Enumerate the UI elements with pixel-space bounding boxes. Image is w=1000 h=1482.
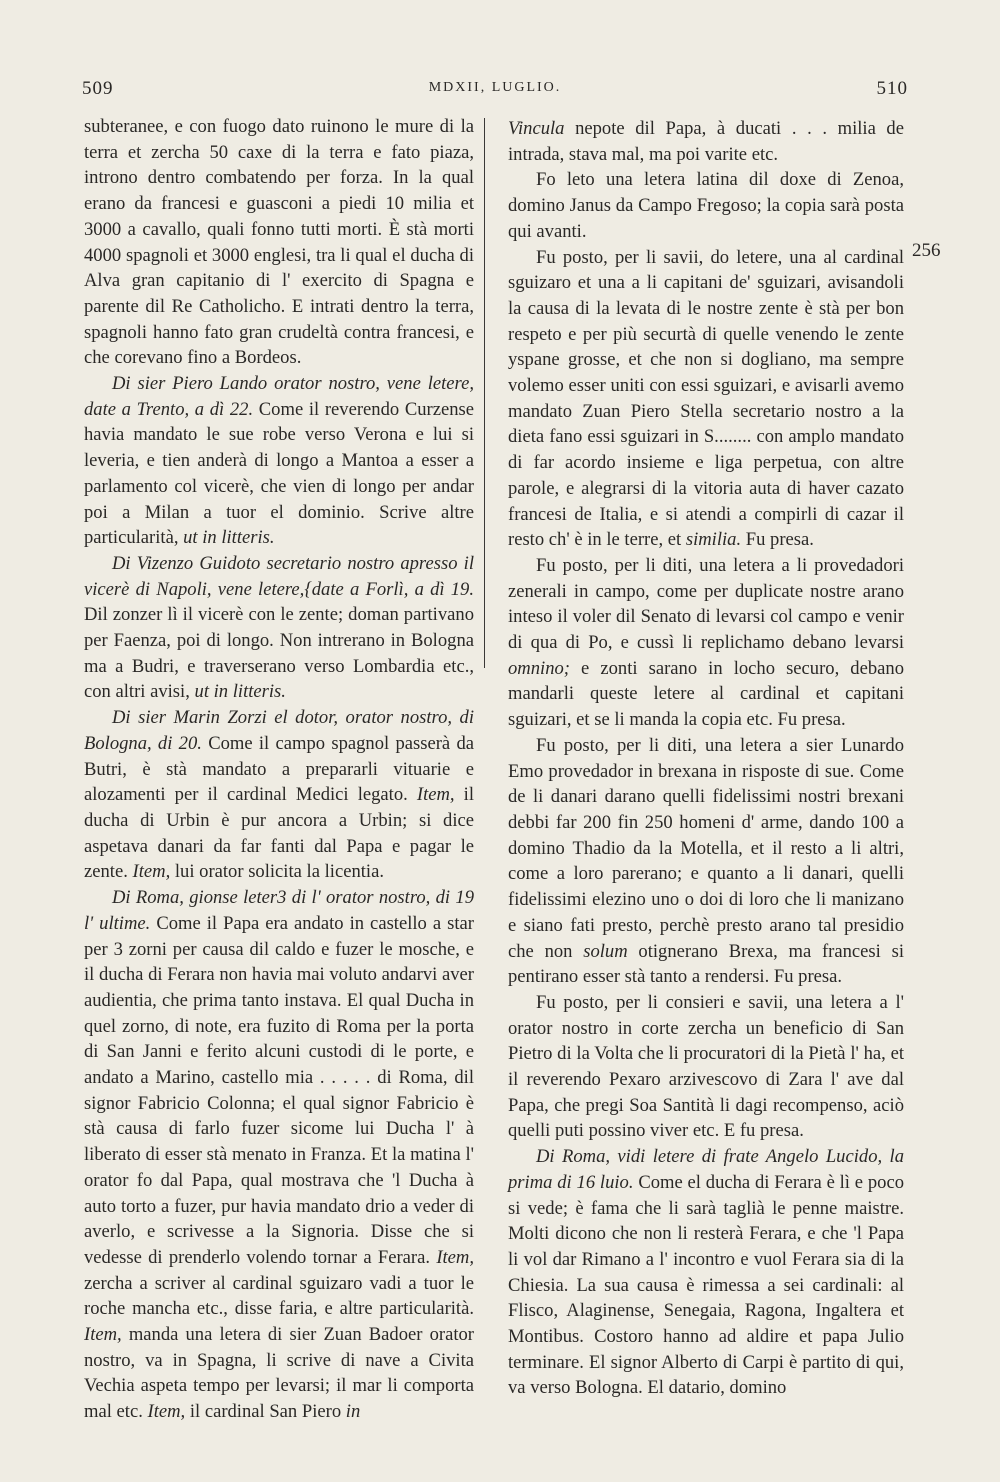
paragraph-text: manda una letera di sier Zuan Badoer orator nostro, va in Spagna, li scrive di nave a Civita Vechia aspeta tempo per levarsi; il mar li comporta mal etc. <box>84 1324 474 1423</box>
paragraph-text: il cardinal San Piero <box>185 1401 346 1423</box>
paragraph-text: Fu posto, per li consieri e savii, una letera a l' orator nostro in corte zercha un beneficio di San Pietro di la Volta che li procuratori di la Pietà l' ha, et il reverendo Pexaro arzivescovo di Zara l' ave dal Papa, che pregi Soa Santità li dagi recompenso, aciò quelli puti possino viver etc. E fu presa. <box>508 991 904 1142</box>
paragraph-text: Fu posto, per li diti, una letera a li provedadori zenerali in campo, come per duplicate nostre arano inteso il voler dil Senato di levarsi col campo e venir di qua di Po, e cussì li replichamo debano levarsi <box>508 554 904 654</box>
paragraph <box>84 114 474 371</box>
running-header <box>82 78 908 108</box>
italic-phrase: Item, <box>416 784 455 806</box>
paragraph <box>508 733 904 990</box>
italic-phrase: similia. <box>685 529 742 551</box>
paragraph-text: nepote dil Papa, à ducati . . . milia de intrada, stava mal, ma poi varite etc. <box>508 118 904 165</box>
letter-heading: Di sier Piero Lando orator nostro, vene letere, date a Trento, a dì 22. <box>84 373 474 420</box>
margin-folio-number: 256 <box>912 240 941 261</box>
paragraph-text: Fu posto, per li diti, una letera a sier Lunardo Emo provedador in brexana in risposte di sue. Come de li danari darano quelli fidelissimi nostri brexani debbi far 200 fin 250 homeni d' arme, dando 100 a domino Thadio da la Motella, et il resto a li altri, come a loro parerano; e quanto a li danari, quelli fidelissimi elezino uno o doi di loro che li manizano e siano fati presto, perchè presto arano tal presidio che non <box>508 734 904 962</box>
italic-phrase: Vincula <box>508 118 565 139</box>
paragraph <box>84 551 474 705</box>
paragraph-text: e zonti sarano in locho securo, debano mandarli queste letere al cardinal et capitani sguizari, et se li manda la copia etc. Fu presa. <box>508 657 904 731</box>
paragraph <box>508 553 904 733</box>
italic-phrase: in <box>345 1401 361 1423</box>
letter-heading: Di Roma, gionse leter3 di l' orator nostro, di 19 l' ultime. <box>84 887 474 934</box>
italic-phrase: Item, <box>436 1246 474 1268</box>
paragraph-text: Come el ducha di Ferara è lì e poco si vede; è fama che li sarà taglià le penne maistre. Molti dicono che non li resterà Ferara, e che 'l Papa li vol dar Rimano a l' incontro e vuol Ferara sia di la Chiesia. La sua causa è rimessa a sei cardinali: al Flisco, Alaginense, Senegaia, Ragona, Ingaltera et Montibus. Costoro hanno ad aldire et papa Julio terminare. El signor Alberto di Carpi è partito di qui, va verso Bologna. El datario, domino <box>508 1171 904 1399</box>
paragraph-text: zercha a scriver al cardinal sguizaro vadi a tuor le roche mancha etc., disse faria, e altre particularità. <box>84 1272 474 1320</box>
italic-phrase: Item, <box>84 1324 122 1346</box>
paragraph-text: il ducha di Urbin è pur ancora a Urbin; si dice aspetava danari da far fanti dal Papa e pagar le zente. <box>84 784 474 883</box>
paragraph <box>84 705 474 885</box>
right-column <box>508 116 904 1401</box>
page-number-left: 509 <box>82 78 114 99</box>
paragraph-text: Come il Papa era andato in castello a star per 3 zorni per causa dil caldo e fuzer le mosche, e il ducha di Ferara non havia mai voluto andarvi aver audientia, che prima tanto instava. El qual Ducha in quel zorno, di note, era fuzito di Roma per la porta di San Janni e ferito alcuni custodi di le porte, e andato a Marino, castello mia . . . . . di Roma, dil signor Fabricio Colonna; el qual signor Fabricio è stà causa di farlo fuzer sicome lui Ducha l' à liberato di esser stà menato in Franza. Et la matina l' orator fo dal Papa, qual mostrava che 'l Ducha à auto torto a fuzer, pur havia mandato drio a veder di averlo, e scrivesse a la Signoria. Disse che si vedesse di prenderlo volendo tornar a Ferara. <box>84 912 474 1268</box>
paragraph-text: Fu presa. <box>741 529 814 551</box>
letter-heading: Di Vizenzo Guidoto secretario nostro apresso il vicerè di Napoli, vene letere,{date a Forlì, a dì 19. <box>84 552 474 600</box>
paragraph <box>84 371 474 551</box>
letter-heading: Di sier Marin Zorzi el dotor, orator nostro, di Bologna, di 20. <box>84 707 474 754</box>
letter-heading: Di Roma, vidi letere di frate Angelo Lucido, la prima di 16 luio. <box>508 1146 904 1193</box>
paragraph <box>508 990 904 1144</box>
paragraph-text: subteranee, e con fuogo dato ruinono le mure di la terra et zercha 50 caxe di la terra e fato piaza, introno dentro combatendo per forza. In la qual erano da francesi e guasconi a piedi 10 milia et 3000 a cavallo, quali fonno tutti morti. È stà morti 4000 spagnoli et 3000 englesi, tra li qual el ducha di Alva gran capitanio di l' exercito di Spagna e parente dil Re Catholicho. E intrati dentro la terra, spagnoli hanno fato gran crudeltà contra francesi, e che corevano fino a Bordeos. <box>84 116 474 369</box>
italic-phrase: omnino; <box>508 657 570 679</box>
paragraph-text: Come il reverendo Curzense havia mandato le sue robe verso Verona e lui si leveria, e tien anderà di longo a Mantoa a esser a parlamento col vicerè, che vien di longo per andar poi a Milan a tuor el dominio. Scrive altre particularità, <box>84 398 475 549</box>
paragraph-text: Dil zonzer lì il vicerè con le zente; doman partivano per Faenza, poi di longo. Non intrerano in Bologna ma a Budri, e traverserano verso Lombardia etc., con altri avisi, <box>84 604 474 703</box>
italic-phrase: ut in litteris. <box>194 681 286 703</box>
page-number-right: 510 <box>876 78 908 99</box>
left-column <box>84 114 474 1425</box>
paragraph <box>84 885 474 1425</box>
paragraph <box>508 116 904 167</box>
paragraph-text: Fo leto una letera latina dil doxe di Zenoa, domino Janus da Campo Fregoso; la copia sarà posta qui avanti. <box>508 169 904 242</box>
paragraph-text: otignerano Brexa, ma francesi si pentirano esser stà tanto a rendersi. Fu presa. <box>508 940 904 988</box>
column-divider <box>484 118 485 668</box>
italic-phrase: solum <box>583 940 628 962</box>
running-title: MDXII, LUGLIO. <box>428 80 562 95</box>
paragraph <box>508 167 904 244</box>
paragraph <box>508 1144 904 1401</box>
paragraph-text: lui orator solicita la licentia. <box>170 861 384 883</box>
italic-phrase: ut in litteris. <box>183 527 275 549</box>
paragraph-text: Come il campo spagnol passerà da Butri, è stà mandato a prepararli vituarie e alozamenti per il cardinal Medici legato. <box>84 732 474 806</box>
italic-phrase: Item, <box>147 1401 186 1423</box>
paragraph-text: Fu posto, per li savii, do letere, una al cardinal sguizaro et una a li capitani de' sguizari, avisandoli la causa di la levata di le nostre zente è stà per bon respeto e per più securtà di quelle venendo le zente yspane grosse, et che non si dogliano, ma sempre volemo esser uniti con essi sguizari, e avisarli avemo mandato Zuan Piero Stella secretario nostro a la dieta fano essi sguizari in S........ con amplo mandato di far acordo insieme e liga perpetua, con altre parole, e alegrarsi di la vitoria auta di haver cazato francesi de Italia, e si atendi a compirli di cazar il resto ch' è in le terre, et <box>508 246 904 551</box>
italic-phrase: Item, <box>132 861 171 883</box>
paragraph <box>508 245 904 553</box>
